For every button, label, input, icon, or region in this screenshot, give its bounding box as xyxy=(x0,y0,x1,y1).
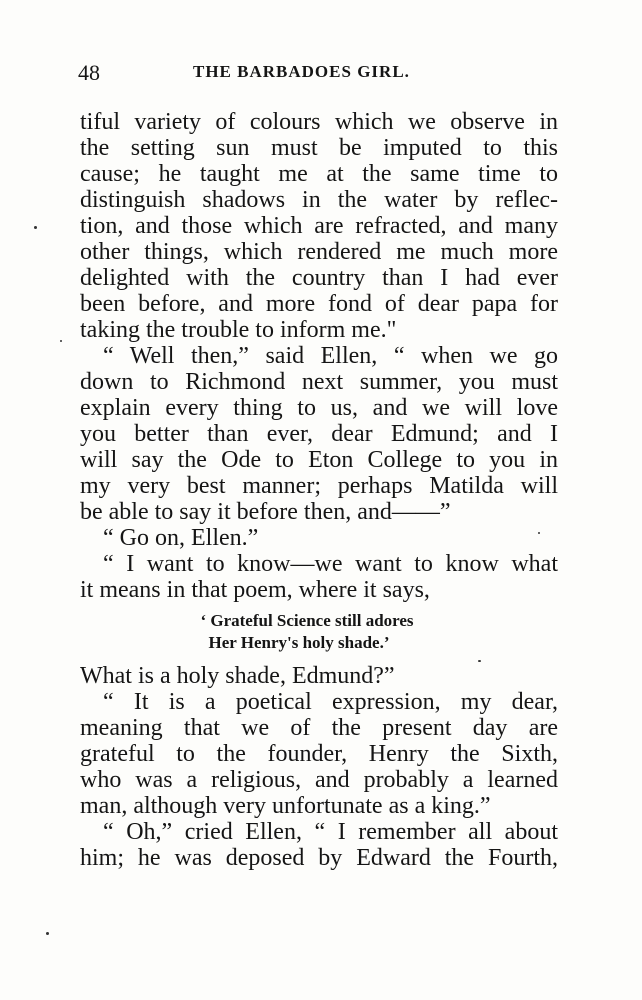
text-line: man, although very unfortunate as a king.” xyxy=(80,793,491,819)
running-header xyxy=(78,60,558,90)
text-line: meaning that we of the present day are xyxy=(80,715,558,741)
text-line: cause; he taught me at the same time to xyxy=(80,161,558,187)
text-line: down to Richmond next summer, you must xyxy=(80,369,558,395)
text-line: been before, and more fond of dear papa for xyxy=(80,291,558,317)
text-line: will say the Ode to Eton College to you in xyxy=(80,447,558,473)
text-line: tion, and those which are refracted, and many xyxy=(80,213,558,239)
text-line: explain every thing to us, and we will love xyxy=(80,395,558,421)
text-line: delighted with the country than I had ever xyxy=(80,265,558,291)
text-line: “ Well then,” said Ellen, “ when we go xyxy=(103,343,558,369)
text-line: be able to say it before then, and——” xyxy=(80,499,451,525)
text-line: the setting sun must be imputed to this xyxy=(80,135,558,161)
paper-speck xyxy=(60,340,62,342)
text-line: “ It is a poetical expression, my dear, xyxy=(103,689,558,715)
text-line: you better than ever, dear Edmund; and I xyxy=(80,421,558,447)
quote-line: ‘ Grateful Science still adores xyxy=(200,611,414,630)
page-number: 48 xyxy=(78,60,100,85)
text-line: tiful variety of colours which we observe in xyxy=(80,109,558,135)
quote-line: Her Henry's holy shade.’ xyxy=(208,633,390,652)
running-title: THE BARBADOES GIRL. xyxy=(193,62,410,81)
text-line: taking the trouble to inform me." xyxy=(80,317,397,343)
text-line: other things, which rendered me much more xyxy=(80,239,558,265)
text-line: him; he was deposed by Edward the Fourth, xyxy=(80,845,558,871)
text-line: distinguish shadows in the water by reflec- xyxy=(80,187,558,213)
text-line: What is a holy shade, Edmund?” xyxy=(80,663,395,689)
text-line: “ Go on, Ellen.” xyxy=(103,525,259,551)
text-line: who was a religious, and probably a learned xyxy=(80,767,558,793)
text-line: it means in that poem, where it says, xyxy=(80,577,430,603)
paper-speck xyxy=(478,660,481,662)
text-line: “ I want to know—we want to know what xyxy=(103,551,558,577)
text-line: “ Oh,” cried Ellen, “ I remember all about xyxy=(103,819,558,845)
text-line: grateful to the founder, Henry the Sixth, xyxy=(80,741,558,767)
paper-speck xyxy=(46,932,49,935)
paper-speck xyxy=(34,226,37,229)
paper-speck xyxy=(538,532,540,534)
text-line: my very best manner; perhaps Matilda will xyxy=(80,473,558,499)
